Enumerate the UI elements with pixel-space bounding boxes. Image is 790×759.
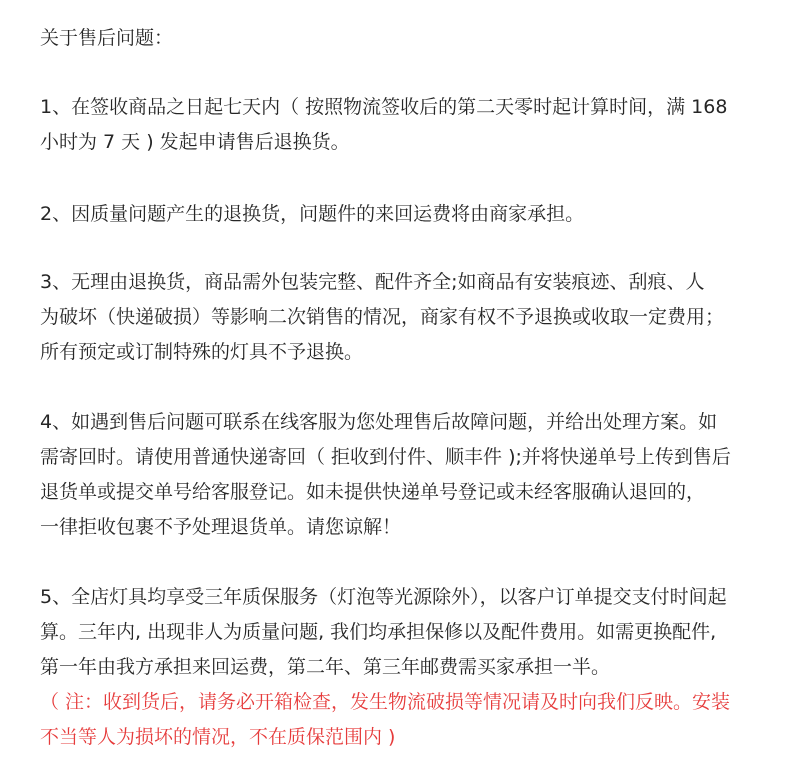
item-4-line-1: 4、如遇到售后问题可联系在线客服为您处理售后故障问题，并给出处理方案。如 xyxy=(40,411,718,433)
heading: 关于售后问题： xyxy=(40,27,174,49)
item-3-line-1: 3、无理由退换货，商品需外包装完整、配件齐全;如商品有安装痕迹、刮痕、人 xyxy=(40,271,705,293)
warranty-note-line-2: 不当等人为损坏的情况，不在质保范围内 ) xyxy=(40,726,396,748)
item-4-line-4: 一律拒收包裹不予处理退货单。请您谅解！ xyxy=(40,516,402,538)
warranty-note-line-1: （ 注：收到货后，请务必开箱检查，发生物流破损等情况请及时向我们反映。安装 xyxy=(40,691,731,713)
item-4-line-3: 退货单或提交单号给客服登记。如未提供快递单号登记或未经客服确认退回的， xyxy=(40,481,706,503)
item-3-line-3: 所有预定或订制特殊的灯具不予退换。 xyxy=(40,341,364,363)
item-5-line-2: 算。三年内, 出现非人为质量问题, 我们均承担保修以及配件费用。如需更换配件, xyxy=(40,621,717,643)
item-1-line-1: 1、在签收商品之日起七天内（ 按照物流签收后的第二天零时起计算时间，满 168 xyxy=(40,96,728,118)
item-5-line-1: 5、全店灯具均享受三年质保服务（灯泡等光源除外），以客户订单提交支付时间起 xyxy=(40,586,727,608)
item-5-line-3: 第一年由我方承担来回运费，第二年、第三年邮费需买家承担一半。 xyxy=(40,656,611,678)
item-2-line-1: 2、因质量问题产生的退换货，问题件的来回运费将由商家承担。 xyxy=(40,203,585,225)
item-1-line-2: 小时为 7 天 ) 发起申请售后退换货。 xyxy=(40,131,350,153)
item-3-line-2: 为破坏（快递破损）等影响二次销售的情况，商家有权不予退换或收取一定费用； xyxy=(40,306,725,328)
item-4-line-2: 需寄回时。请使用普通快递寄回（ 拒收到付件、顺丰件 );并将快递单号上传到售后 xyxy=(40,446,731,468)
